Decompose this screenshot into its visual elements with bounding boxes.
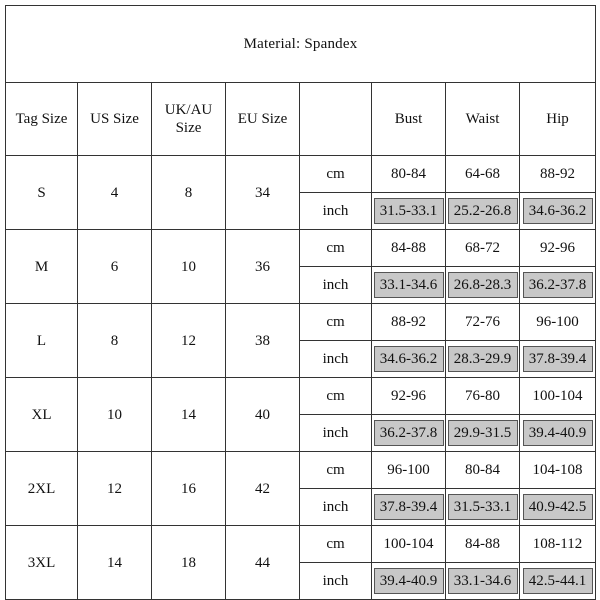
header-uk-au-size-label: UK/AU Size xyxy=(164,102,213,136)
hip-inch-cell xyxy=(520,341,596,378)
waist-inch-cell xyxy=(446,193,520,230)
table-row xyxy=(6,230,596,267)
waist-inch-cell xyxy=(446,415,520,452)
bust-inch-cell xyxy=(372,193,446,230)
unit-cm-cell: cm xyxy=(300,304,372,341)
eu-size-cell: 34 xyxy=(226,156,300,230)
waist-cm-cell xyxy=(446,526,520,563)
bust-inch-cell xyxy=(372,267,446,304)
bust-cm-cell xyxy=(372,526,446,563)
waist-cm-value: 76-80 xyxy=(465,388,500,404)
waist-cm-cell xyxy=(446,230,520,267)
waist-inch-value: 25.2-26.8 xyxy=(448,198,518,224)
hip-cm-cell xyxy=(520,526,596,563)
hip-cm-value: 96-100 xyxy=(536,314,579,330)
bust-cm-value: 88-92 xyxy=(391,314,426,330)
header-bust: Bust xyxy=(372,83,446,156)
us-size-cell: 6 xyxy=(78,230,152,304)
bust-cm-value: 92-96 xyxy=(391,388,426,404)
header-hip: Hip xyxy=(520,83,596,156)
size-chart xyxy=(5,5,595,595)
bust-inch-value: 37.8-39.4 xyxy=(374,494,444,520)
waist-cm-cell xyxy=(446,156,520,193)
header-row xyxy=(6,83,596,156)
eu-size-cell: 38 xyxy=(226,304,300,378)
unit-inch-cell: inch xyxy=(300,489,372,526)
tag-size-cell: XL xyxy=(6,378,78,452)
waist-cm-value: 68-72 xyxy=(465,240,500,256)
uk-au-size-cell: 8 xyxy=(152,156,226,230)
uk-au-size-cell: 12 xyxy=(152,304,226,378)
bust-cm-value: 96-100 xyxy=(387,462,430,478)
waist-cm-cell xyxy=(446,452,520,489)
unit-cm-cell: cm xyxy=(300,378,372,415)
bust-inch-cell xyxy=(372,563,446,600)
header-tag-size: Tag Size xyxy=(6,83,78,156)
hip-inch-value: 36.2-37.8 xyxy=(523,272,593,298)
waist-inch-value: 31.5-33.1 xyxy=(448,494,518,520)
unit-inch-cell: inch xyxy=(300,267,372,304)
unit-inch-cell: inch xyxy=(300,193,372,230)
bust-cm-cell xyxy=(372,230,446,267)
hip-inch-cell xyxy=(520,489,596,526)
header-uk-au-size xyxy=(152,83,226,156)
bust-inch-value: 31.5-33.1 xyxy=(374,198,444,224)
waist-cm-cell xyxy=(446,378,520,415)
bust-inch-value: 33.1-34.6 xyxy=(374,272,444,298)
header-unit xyxy=(300,83,372,156)
waist-cm-value: 72-76 xyxy=(465,314,500,330)
table-row xyxy=(6,378,596,415)
us-size-cell: 4 xyxy=(78,156,152,230)
waist-inch-cell xyxy=(446,563,520,600)
table-row xyxy=(6,452,596,489)
tag-size-cell: L xyxy=(6,304,78,378)
uk-au-size-cell: 18 xyxy=(152,526,226,600)
bust-inch-value: 39.4-40.9 xyxy=(374,568,444,594)
hip-inch-cell xyxy=(520,415,596,452)
uk-au-size-cell: 16 xyxy=(152,452,226,526)
bust-cm-cell xyxy=(372,378,446,415)
eu-size-cell: 36 xyxy=(226,230,300,304)
bust-inch-cell xyxy=(372,415,446,452)
waist-inch-value: 33.1-34.6 xyxy=(448,568,518,594)
eu-size-cell: 40 xyxy=(226,378,300,452)
hip-inch-value: 37.8-39.4 xyxy=(523,346,593,372)
hip-inch-cell xyxy=(520,563,596,600)
hip-cm-value: 104-108 xyxy=(532,462,583,478)
table-row xyxy=(6,304,596,341)
unit-cm-cell: cm xyxy=(300,230,372,267)
uk-au-size-cell: 14 xyxy=(152,378,226,452)
size-table xyxy=(5,5,596,600)
bust-cm-cell xyxy=(372,156,446,193)
hip-inch-value: 42.5-44.1 xyxy=(523,568,593,594)
hip-cm-value: 108-112 xyxy=(532,536,583,552)
bust-cm-value: 80-84 xyxy=(391,166,426,182)
tag-size-cell: 2XL xyxy=(6,452,78,526)
hip-inch-value: 39.4-40.9 xyxy=(523,420,593,446)
header-us-size: US Size xyxy=(78,83,152,156)
waist-inch-cell xyxy=(446,489,520,526)
waist-cm-value: 84-88 xyxy=(465,536,500,552)
waist-cm-cell xyxy=(446,304,520,341)
bust-cm-cell xyxy=(372,304,446,341)
tag-size-cell: M xyxy=(6,230,78,304)
us-size-cell: 10 xyxy=(78,378,152,452)
hip-cm-cell xyxy=(520,156,596,193)
hip-inch-cell xyxy=(520,193,596,230)
table-row xyxy=(6,156,596,193)
header-waist: Waist xyxy=(446,83,520,156)
table-title: Material: Spandex xyxy=(6,6,596,83)
eu-size-cell: 44 xyxy=(226,526,300,600)
tag-size-cell: S xyxy=(6,156,78,230)
unit-cm-cell: cm xyxy=(300,156,372,193)
hip-cm-value: 92-96 xyxy=(540,240,576,256)
bust-cm-value: 84-88 xyxy=(391,240,426,256)
us-size-cell: 12 xyxy=(78,452,152,526)
us-size-cell: 14 xyxy=(78,526,152,600)
unit-inch-cell: inch xyxy=(300,341,372,378)
hip-cm-cell xyxy=(520,304,596,341)
waist-inch-cell xyxy=(446,267,520,304)
bust-inch-value: 34.6-36.2 xyxy=(374,346,444,372)
hip-cm-value: 100-104 xyxy=(532,388,583,404)
hip-inch-value: 34.6-36.2 xyxy=(523,198,593,224)
unit-cm-cell: cm xyxy=(300,526,372,563)
unit-inch-cell: inch xyxy=(300,563,372,600)
waist-cm-value: 64-68 xyxy=(465,166,500,182)
table-row xyxy=(6,526,596,563)
waist-inch-value: 26.8-28.3 xyxy=(448,272,518,298)
hip-cm-cell xyxy=(520,378,596,415)
hip-inch-cell xyxy=(520,267,596,304)
bust-cm-value: 100-104 xyxy=(383,536,434,552)
unit-inch-cell: inch xyxy=(300,415,372,452)
uk-au-size-cell: 10 xyxy=(152,230,226,304)
us-size-cell: 8 xyxy=(78,304,152,378)
tag-size-cell: 3XL xyxy=(6,526,78,600)
title-row xyxy=(6,6,596,83)
unit-cm-cell: cm xyxy=(300,452,372,489)
bust-inch-cell xyxy=(372,489,446,526)
header-eu-size: EU Size xyxy=(226,83,300,156)
waist-inch-value: 29.9-31.5 xyxy=(448,420,518,446)
bust-inch-cell xyxy=(372,341,446,378)
waist-inch-cell xyxy=(446,341,520,378)
eu-size-cell: 42 xyxy=(226,452,300,526)
hip-inch-value: 40.9-42.5 xyxy=(523,494,593,520)
waist-cm-value: 80-84 xyxy=(465,462,500,478)
bust-inch-value: 36.2-37.8 xyxy=(374,420,444,446)
hip-cm-value: 88-92 xyxy=(540,166,576,182)
waist-inch-value: 28.3-29.9 xyxy=(448,346,518,372)
hip-cm-cell xyxy=(520,452,596,489)
bust-cm-cell xyxy=(372,452,446,489)
hip-cm-cell xyxy=(520,230,596,267)
